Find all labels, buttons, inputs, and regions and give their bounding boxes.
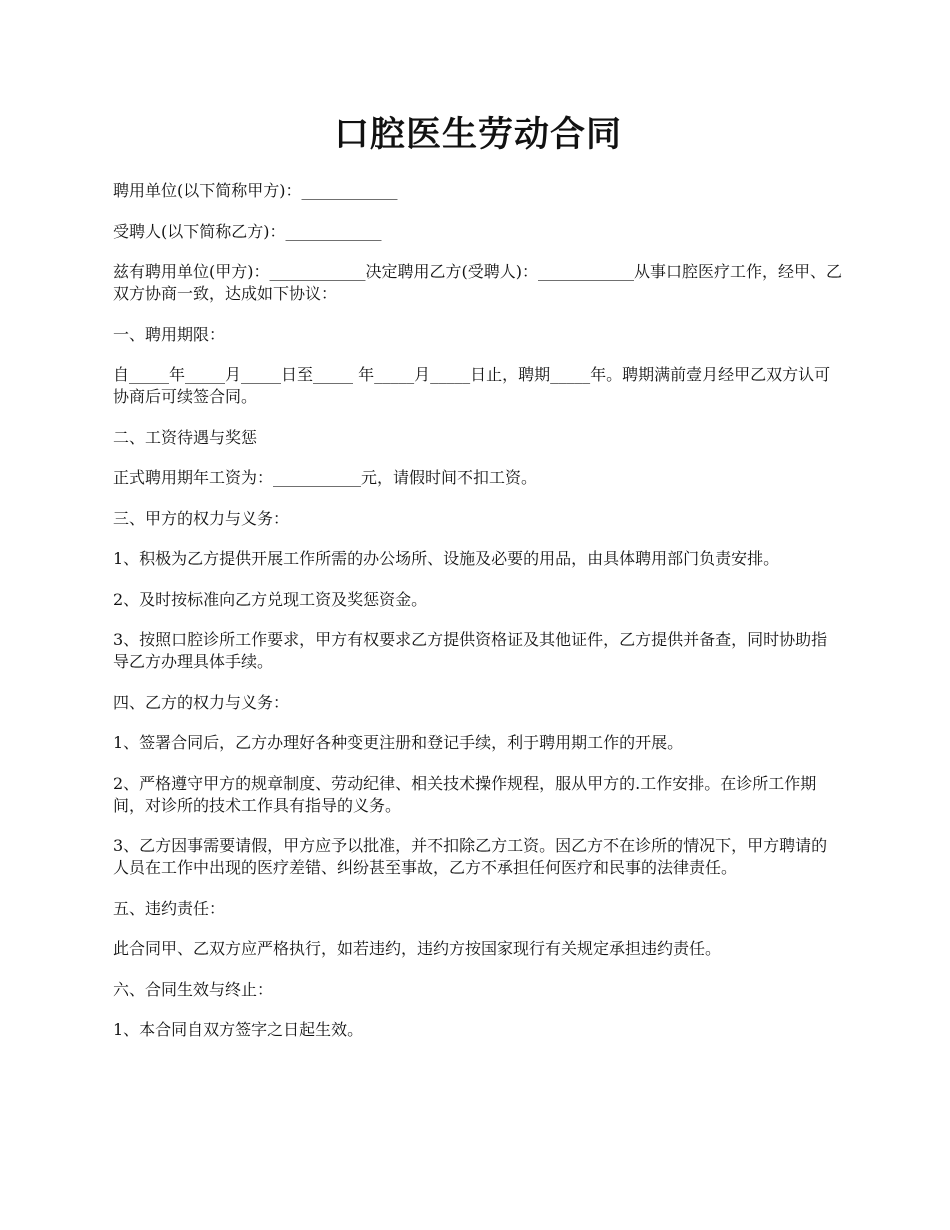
- party-b-clause-3: 3、乙方因事需要请假，甲方应予以批准，并不扣除乙方工资。因乙方不在诊所的情况下，甲方聘请的人员在工作中出现的医疗差错、纠纷甚至事故，乙方不承担任何医疗和民事的法律责任。: [113, 836, 828, 877]
- party-b-line: 受聘人(以下简称乙方)：____________: [113, 221, 382, 241]
- effect-clause-1: 1、本合同自双方签字之日起生效。: [113, 1020, 364, 1039]
- party-a-clause-2: 2、及时按标准向乙方兑现工资及奖惩资金。: [113, 589, 428, 609]
- party-a-clause-1: 1、积极为乙方提供开展工作所需的办公场所、设施及必要的用品，由具体聘用部门负责安排。: [113, 549, 780, 568]
- document-page: [113, 110, 843, 1060]
- breach-clause: 此合同甲、乙双方应严格执行，如若违约，违约方按国家现行有关规定承担违约责任。: [113, 939, 722, 958]
- party-a-line: 聘用单位(以下简称甲方)：____________: [113, 181, 398, 200]
- preamble: 兹有聘用单位(甲方)：____________决定聘用乙方(受聘人)：____________从事口腔医疗工作，经甲、乙双方协商一致，达成如下协议：: [113, 262, 842, 303]
- party-b-clause-1: 1、签署合同后，乙方办理好各种变更注册和登记手续，利于聘用期工作的开展。: [113, 733, 684, 752]
- section-heading-party-a: 三、甲方的权力与义务：: [113, 508, 290, 528]
- document-title: 口腔医生劳动合同: [333, 114, 622, 155]
- section-heading-effect: 六、合同生效与终止：: [113, 979, 274, 999]
- section-heading-party-b: 四、乙方的权力与义务：: [113, 692, 290, 712]
- section-heading-breach: 五、违约责任：: [113, 898, 226, 918]
- term-clause: 自_____年_____月_____日至_____ 年_____月_____日止，聘期_____年。聘期满前壹月经甲乙双方认可协商后可续签合同。: [113, 365, 831, 406]
- salary-clause: 正式聘用期年工资为：___________元，请假时间不扣工资。: [113, 468, 538, 487]
- party-b-clause-2: 2、严格遵守甲方的规章制度、劳动纪律、相关技术操作规程，服从甲方的.工作安排。在诊所工作期间，对诊所的技术工作具有指导的义务。: [113, 773, 817, 815]
- section-heading-term: 一、聘用期限：: [113, 324, 226, 344]
- section-heading-salary: 二、工资待遇与奖惩: [113, 427, 258, 447]
- party-a-clause-3: 3、按照口腔诊所工作要求，甲方有权要求乙方提供资格证及其他证件，乙方提供并备查，同时协助指导乙方办理具体手续。: [113, 630, 828, 671]
